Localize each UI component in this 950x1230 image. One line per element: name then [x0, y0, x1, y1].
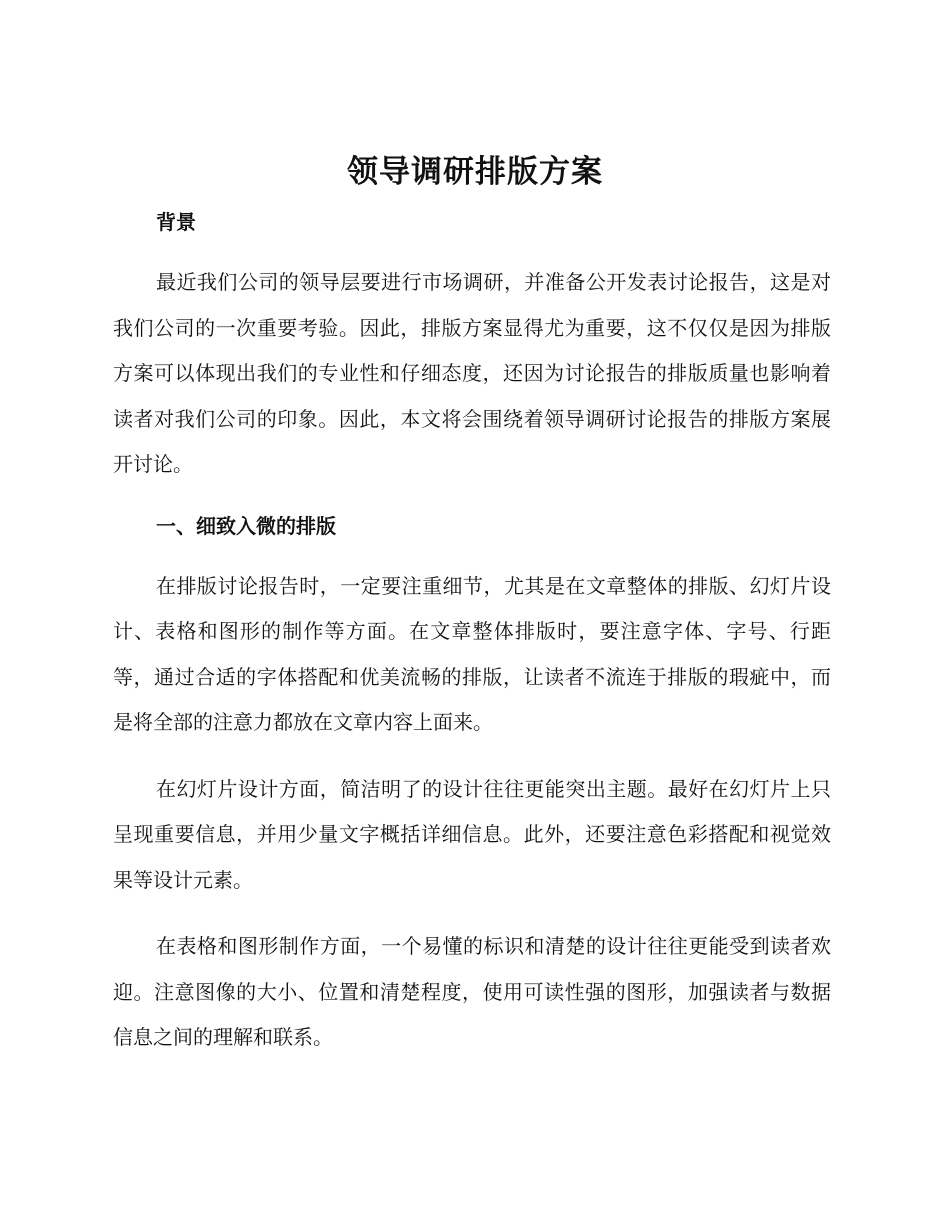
document-title: 领导调研排版方案: [347, 154, 603, 190]
paragraph-background: 最近我们公司的领导层要进行市场调研，并准备公开发表讨论报告，这是对我们公司的一次重要考验。因此，排版方案显得尤为重要，这不仅仅是因为排版方案可以体现出我们的专业性和仔细态度，还因为讨论报告的排版质量也影响着读者对我们公司的印象。因此，本文将会围绕着领导调研讨论报告的排版方案展开讨论。: [113, 270, 831, 476]
section-heading-typesetting: 一、细致入微的排版: [156, 513, 336, 538]
paragraph-tables-graphics: 在表格和图形制作方面，一个易懂的标识和清楚的设计往往更能受到读者欢迎。注意图像的大小、位置和清楚程度，使用可读性强的图形，加强读者与数据信息之间的理解和联系。: [113, 934, 831, 1049]
document-body: [113, 205, 831, 1061]
paragraph-typesetting-overall: 在排版讨论报告时，一定要注重细节，尤其是在文章整体的排版、幻灯片设计、表格和图形的制作等方面。在文章整体排版时，要注意字体、字号、行距等，通过合适的字体搭配和优美流畅的排版，让读者不流连于排版的瑕疵中，而是将全部的注意力都放在文章内容上面来。: [113, 573, 831, 734]
section-heading-background: 背景: [156, 210, 196, 234]
paragraph-slide-design: 在幻灯片设计方面，简洁明了的设计往往更能突出主题。最好在幻灯片上只呈现重要信息，并用少量文字概括详细信息。此外，还要注意色彩搭配和视觉效果等设计元素。: [113, 776, 831, 892]
